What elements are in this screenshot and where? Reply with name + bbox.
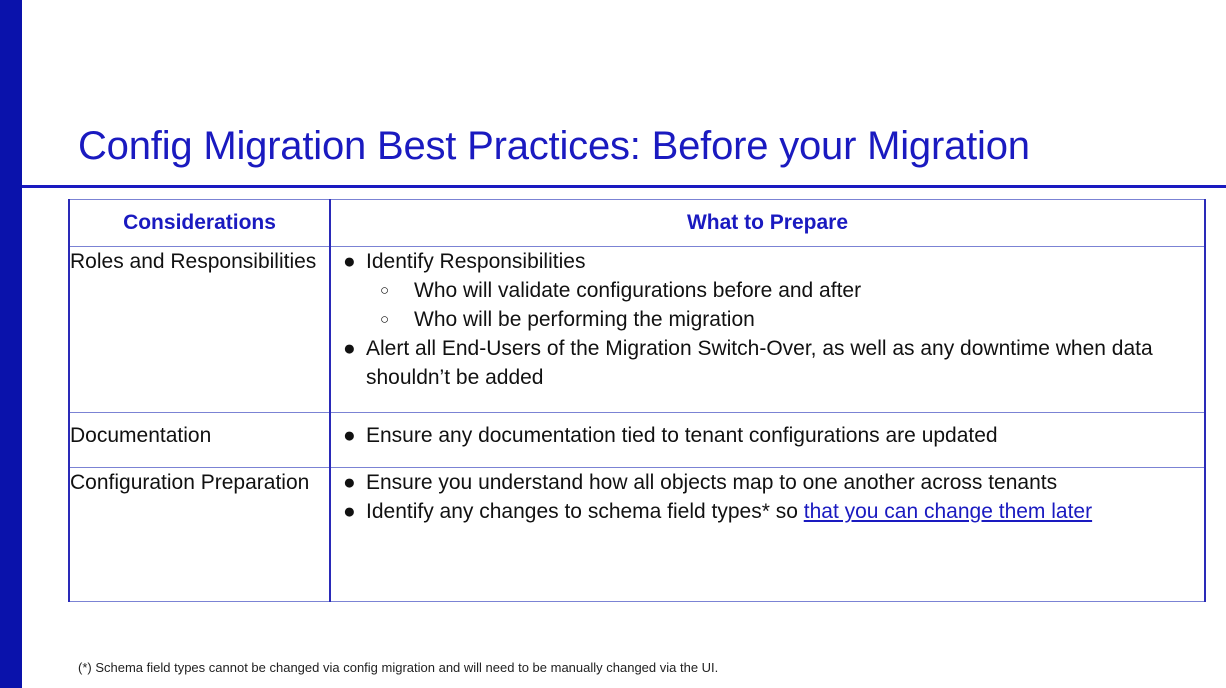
column-header-considerations: Considerations: [69, 200, 330, 247]
row-label-roles-and-responsibilities: Roles and Responsibilities: [69, 247, 330, 413]
table-row: [69, 468, 1205, 602]
list-item-text: Ensure any documentation tied to tenant configurations are updated: [366, 424, 998, 447]
bullet-disc-icon: ●: [343, 337, 356, 360]
bullet-list: [331, 247, 1204, 392]
list-item: [366, 305, 1204, 334]
table-row: [69, 247, 1205, 413]
list-item-text: Ensure you understand how all objects map to one another across tenants: [366, 471, 1058, 494]
bullet-disc-icon: ●: [343, 250, 356, 273]
list-item: [331, 421, 1204, 450]
list-item: [331, 468, 1204, 497]
footnote-text: (*) Schema field types cannot be changed via config migration and will need to be manually changed via the UI.: [78, 660, 719, 675]
table-row: [69, 413, 1205, 468]
left-accent-bar: [0, 0, 22, 688]
row-content-configuration-preparation: [330, 468, 1205, 602]
list-item-text: Who will validate configurations before and after: [414, 279, 862, 302]
bullet-circle-icon: ○: [380, 282, 390, 299]
row-content-documentation: [330, 413, 1205, 468]
row-label-documentation: Documentation: [69, 413, 330, 468]
bullet-list: [331, 421, 1204, 450]
list-item: [331, 334, 1204, 392]
list-item-text: Who will be performing the migration: [414, 308, 755, 331]
best-practices-table: [68, 199, 1206, 602]
title-divider-rule: [22, 185, 1226, 188]
change-field-types-link[interactable]: that you can change them later: [803, 500, 1093, 523]
table-header-row: [69, 200, 1205, 247]
list-item-text: Identify any changes to schema field types* so: [366, 500, 804, 523]
list-item: [331, 497, 1204, 526]
list-item-text: Alert all End-Users of the Migration Switch-Over, as well as any downtime when data shouldn’t be added: [366, 337, 1153, 389]
row-label-configuration-preparation: Configuration Preparation: [69, 468, 330, 602]
list-item: [331, 247, 1204, 334]
bullet-disc-icon: ●: [343, 500, 356, 523]
page-title: Config Migration Best Practices: Before your Migration: [78, 124, 1030, 168]
column-header-what-to-prepare: What to Prepare: [330, 200, 1205, 247]
bullet-disc-icon: ●: [343, 424, 356, 447]
list-item-text: Identify Responsibilities: [366, 250, 586, 273]
bullet-disc-icon: ●: [343, 471, 356, 494]
sub-bullet-list: [366, 276, 1204, 334]
bullet-circle-icon: ○: [380, 311, 390, 328]
row-content-roles-and-responsibilities: [330, 247, 1205, 413]
bullet-list: [331, 468, 1204, 526]
list-item: [366, 276, 1204, 305]
